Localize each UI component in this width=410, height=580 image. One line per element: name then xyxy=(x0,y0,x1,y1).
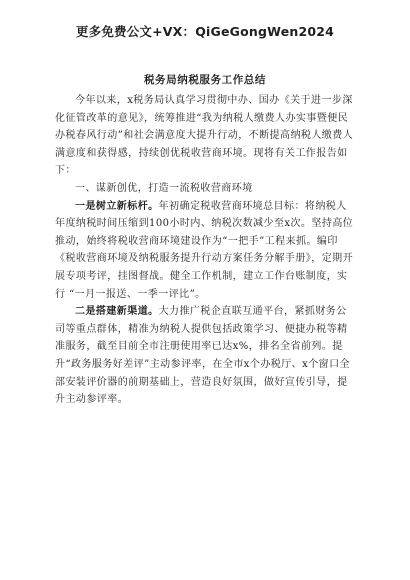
document-body xyxy=(55,92,355,409)
paragraph-lead: 二是搭建新渠道。 xyxy=(75,306,159,318)
paragraph-text: 大力推广税企直联互通平台，紧抓财务公司等重点群体，精准为纳税人提供包括政策学习、便捷办税等精准服务，截至目前全市注册使用率已达x%，排名全省前列。提升“政务服务好差评”主动参评率，在全市x个办税厅、x个窗口全部安装评价器的前期基础上，营造良好氛围，做好宣传引导，提升主动参评率。 xyxy=(55,306,351,406)
promo-header: 更多免费公文+VX：QiGeGongWen2024 xyxy=(75,24,335,39)
paragraph-text: 年初确定税收营商环境总目标：将纳税人年度纳税时间压缩到100小时内、纳税次数减少至x次。坚持高位推动，始终将税收营商环境建设作为“一把手”工程来抓。编印《税收营商环境及纳税服务提升行动方案任务分解手册》，定期开展专项考评，挂图督战。健全工作机制，建立工作台账制度，实行 “一月一报送、一季一评比”。 xyxy=(55,200,354,300)
intro-paragraph: 今年以来，x税务局认真学习贯彻中办、国办《关于进一步深化征管改革的意见》，统筹推进“我为纳税人缴费人办实事暨便民办税春风行动”和社会满意度大提升行动，不断提高纳税人缴费人满意度和获得感，持续创优税收营商环境。现将有关工作报告如下： xyxy=(55,95,354,177)
section-heading: 一、谋新创优，打造一流税收营商环境 xyxy=(75,182,253,194)
body-paragraph xyxy=(55,198,355,304)
document-title: 税务局纳税服务工作总结 xyxy=(143,74,267,86)
paragraph-lead: 一是树立新标杆。 xyxy=(75,200,159,212)
body-paragraph xyxy=(55,303,355,409)
